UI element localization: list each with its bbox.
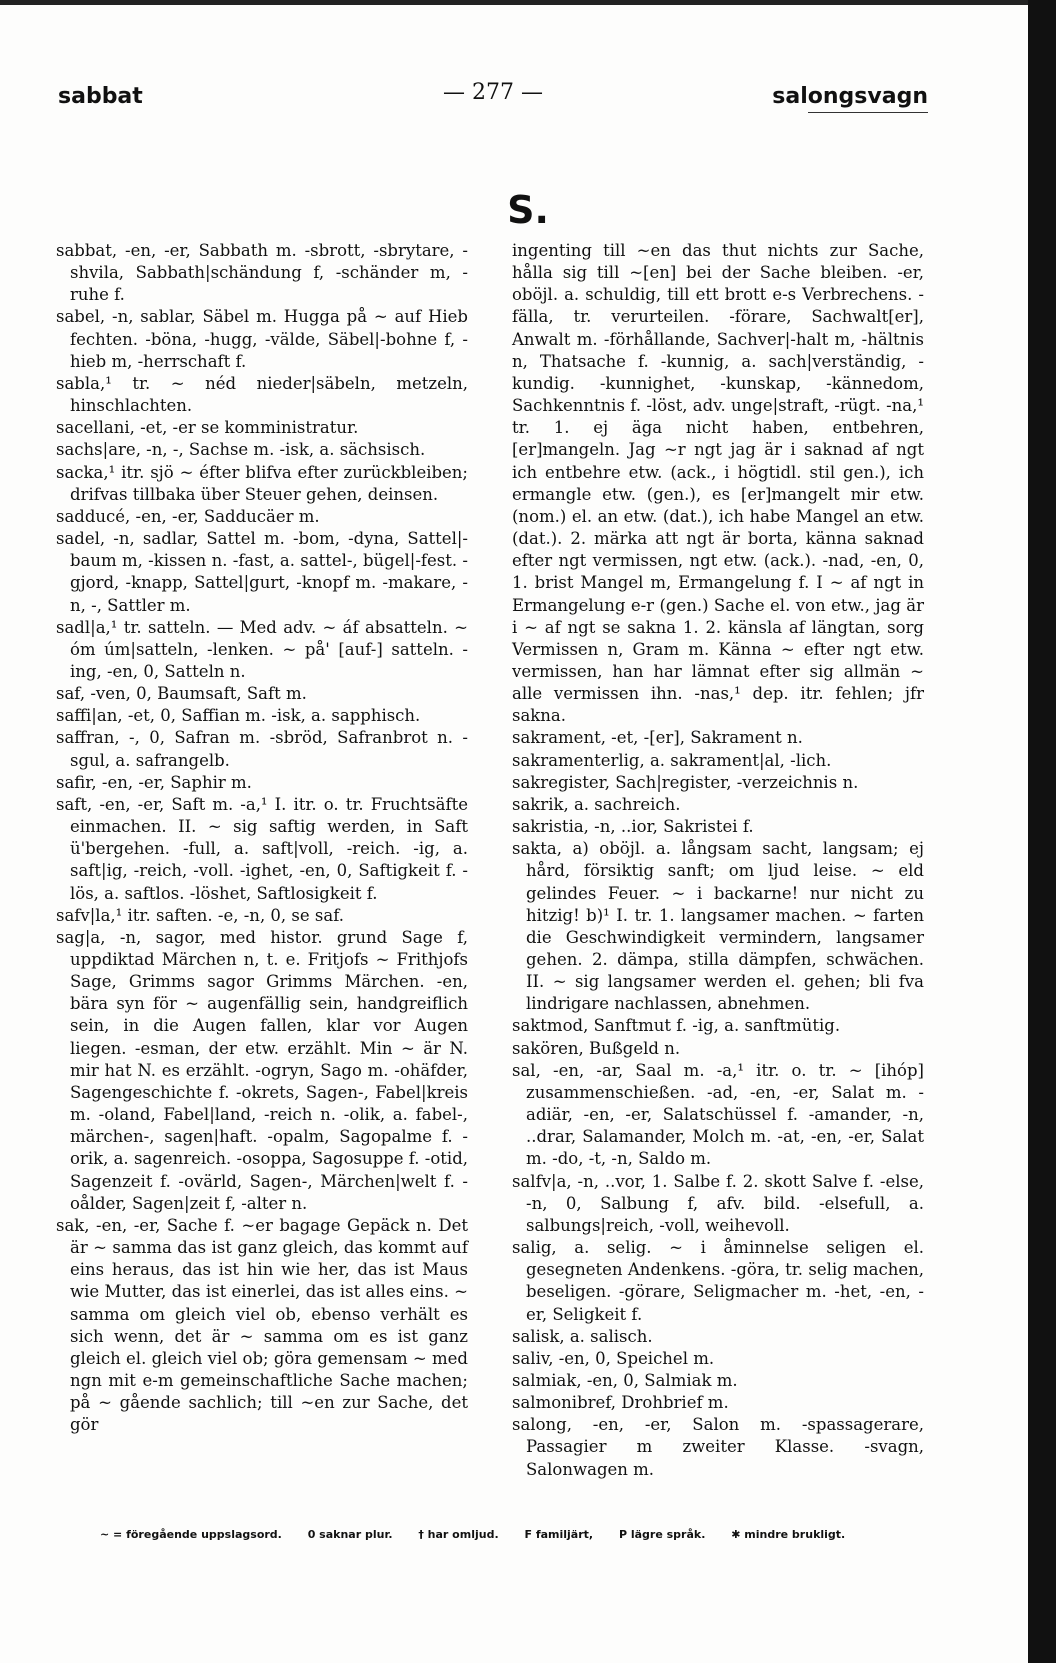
entry: saft, -en, -er, Saft m. -a,¹ I. itr. o. tr. Fruchtsäfte einmachen. II. ~ sig saftig werden, in Saft ü'bergehen. -full, a. saft|voll, -reich. -ig, a. saft|ig, -reich, -voll. -ighet, -en, 0, Saftigkeit f. -lös, a. saftlos. -löshet, Saftlosigkeit f. bbox=[56, 794, 468, 903]
entry: sag|a, -n, sagor, med histor. grund Sage f, uppdiktad Märchen n, t. e. Fritjofs ~ Frithjofs Sage, Grimms sagor Grimms Märchen. -en, bära syn för ~ augenfällig sein, handgreiflich sein, in die Augen fallen, klar vor Augen liegen. -esman, der etw. erzählt. Min ~ är N. mir hat N. es erzählt. -ogryn, Sago m. -ohäfder, Sagengeschichte f. -okrets, Sagen-, Fabel|kreis m. -oland, Fabel|land, -reich n. -olik, a. fabel-, märchen-, sagen|haft. -opalm, Sagopalme f. -orik, a. sagenreich. -osoppa, Sagosuppe f. -otid, Sagenzeit f. -ovärld, Sagen-, Märchen|welt f. -oålder, Sagen|zeit f, -alter n. bbox=[56, 927, 468, 1213]
legend-f: F familjärt, bbox=[524, 1528, 594, 1541]
legend-zero: 0 saknar plur. bbox=[307, 1528, 393, 1541]
header-rule bbox=[808, 112, 928, 113]
legend-star: ✱ mindre brukligt. bbox=[731, 1528, 846, 1541]
entry: sakregister, Sach|register, -verzeichnis n. bbox=[512, 772, 859, 792]
scan-right-edge bbox=[1028, 0, 1056, 1663]
section-letter: S. bbox=[507, 188, 549, 232]
entry: saf, -ven, 0, Baumsaft, Saft m. bbox=[56, 684, 307, 704]
entry: salmonibref, Drohbrief m. bbox=[512, 1393, 729, 1413]
entry: sakristia, -n, ..ior, Sakristei f. bbox=[512, 817, 754, 837]
entry: sachs|are, -n, -, Sachse m. -isk, a. sächsisch. bbox=[56, 440, 426, 460]
entry: saktmod, Sanftmut f. -ig, a. sanftmütig. bbox=[512, 1016, 841, 1036]
entry: sadl|a,¹ tr. satteln. — Med adv. ~ áf absatteln. ~ óm úm|satteln, -lenken. ~ på' [auf-] satteln. -ing, -en, 0, Satteln n. bbox=[56, 617, 468, 681]
entry: sabbat, -en, -er, Sabbath m. -sbrott, -sbrytare, -shvila, Sabbath|schändung f, -schänder m, -ruhe f. bbox=[56, 241, 468, 305]
entry: sabla,¹ tr. ~ néd nieder|säbeln, metzeln, hinschlachten. bbox=[56, 373, 468, 416]
entry: sacellani, -et, -er se komministratur. bbox=[56, 418, 359, 438]
left-column bbox=[56, 240, 468, 1436]
entry: ingenting till ~en das thut nichts zur Sache, hålla sig till ~[en] bei der Sache bleiben. -er, oböjl. a. schuldig, till ett brott e-s Verbrechens. -fälla, tr. verurteilen. -förare, Sachwalt[er], Anwalt m. -förhållande, Sachver|-halt m, -hältnis n, Thatsache f. -kunnig, a. sach|verständig, -kundig. -kunnighet, -kunskap, -kännedom, Sachkenntnis f. -löst, adv. unge|straft, -rügt. -na,¹ tr. 1. ej äga nicht haben, entbehren, [er]mangeln. Jag ~r ngt jag är i saknad af ngt ich entbehre etw. (ack., i högtidl. stil gen.), ich ermangle etw. (gen.), es [er]mangelt mir etw. (nom.) el. an etw. (dat.), ich habe Mangel an etw. (dat.). 2. märka att ngt är borta, känna saknad efter ngt vermissen, ngt etw. (ack.). -nad, -en, 0, 1. brist Mangel m, Ermangelung f. I ~ af ngt in Ermangelung e-r (gen.) Sache el. von etw., jag är i ~ af ngt se sakna 1. 2. känsla af längtan, sorg Vermissen n, Gram m. Känna ~ efter ngt etw. vermissen, han har lämnat efter sig allmän ~ alle vermissen ihn. -nas,¹ dep. itr. fehlen; jfr sakna. bbox=[512, 241, 924, 726]
entry: salfv|a, -n, ..vor, 1. Salbe f. 2. skott Salve f. -else, -n, 0, Salbung f, afv. bild. -elsefull, a. salbungs|reich, -voll, weihevoll. bbox=[512, 1171, 924, 1235]
legend-tilde: ~ = föregående uppslagsord. bbox=[100, 1528, 282, 1541]
entry: saliv, -en, 0, Speichel m. bbox=[512, 1348, 715, 1368]
page-header bbox=[58, 80, 928, 116]
entry: sakrament, -et, -[er], Sakrament n. bbox=[512, 728, 803, 748]
header-last-word: salongsvagn bbox=[772, 84, 928, 109]
scan-top-edge bbox=[0, 0, 1056, 5]
entry: sakramenterlig, a. sakrament|al, -lich. bbox=[512, 750, 832, 770]
right-column bbox=[512, 240, 924, 1481]
entry: salisk, a. salisch. bbox=[512, 1326, 653, 1346]
legend-p: P lägre språk. bbox=[618, 1528, 706, 1541]
entry: safir, -en, -er, Saphir m. bbox=[56, 772, 252, 792]
entry: safv|la,¹ itr. saften. -e, -n, 0, se saf. bbox=[56, 905, 344, 925]
header-first-word: sabbat bbox=[58, 84, 143, 109]
page-number: — 277 — bbox=[443, 80, 543, 105]
entry: sal, -en, -ar, Saal m. -a,¹ itr. o. tr. ~ [ihóp] zusammenschießen. -ad, -en, -er, Salat m. -adiär, -en, -er, Salatschüssel f. -amander, -n, ..drar, Salamander, Molch m. -at, -en, -er, Salat m. -do, -t, -n, Saldo m. bbox=[512, 1060, 924, 1169]
abbreviation-legend bbox=[100, 1528, 960, 1541]
entry: sakrik, a. sachreich. bbox=[512, 794, 681, 814]
legend-dagger: † har omljud. bbox=[418, 1528, 499, 1541]
entry: sacka,¹ itr. sjö ~ éfter blifva efter zurückbleiben; drifvas tillbaka über Steuer gehen, deinsen. bbox=[56, 462, 468, 504]
entry: salig, a. selig. ~ i åminnelse seligen el. gesegneten Andenkens. -göra, tr. selig machen, beseligen. -görare, Seligmacher m. -het, -en, -er, Seligkeit f. bbox=[512, 1238, 924, 1324]
entry: salmiak, -en, 0, Salmiak m. bbox=[512, 1370, 738, 1390]
entry: saffi|an, -et, 0, Saffian m. -isk, a. sapphisch. bbox=[56, 706, 421, 726]
entry: sadducé, -en, -er, Sadducäer m. bbox=[56, 506, 320, 526]
entry: sakören, Bußgeld n. bbox=[512, 1038, 681, 1058]
entry: sakta, a) oböjl. a. långsam sacht, langsam; ej hård, försiktig sanft; om ljud leise. ~ eld gelindes Feuer. ~ i backarne! nur nicht zu hitzig! b)¹ I. tr. 1. langsamer machen. ~ farten die Geschwindigkeit vermindern, langsamer gehen. 2. dämpa, stilla dämpfen, schwächen. II. ~ sig langsamer werden el. gehen; bli fva lindrigare nachlassen, abnehmen. bbox=[512, 839, 924, 1014]
entry: salong, -en, -er, Salon m. -spassagerare, Passagier m zweiter Klasse. -svagn, Salonwagen m. bbox=[512, 1415, 924, 1479]
entry: sabel, -n, sablar, Säbel m. Hugga på ~ auf Hieb fechten. -böna, -hugg, -välde, Säbel|-bohne f, -hieb m, -herrschaft f. bbox=[56, 307, 468, 371]
entry: saffran, -, 0, Safran m. -sbröd, Safranbrot n. -sgul, a. safrangelb. bbox=[56, 728, 468, 770]
entry: sadel, -n, sadlar, Sattel m. -bom, -dyna, Sattel|-baum m, -kissen n. -fast, a. sattel-, bügel|-fest. -gjord, -knapp, Sattel|gurt, -knopf m. -makare, -n, -, Sattler m. bbox=[56, 529, 468, 615]
entry: sak, -en, -er, Sache f. ~er bagage Gepäck n. Det är ~ samma das ist ganz gleich, das kommt auf eins heraus, das ist hin wie her, das ist Maus wie Mutter, das ist einerlei, das ist alles eins. ~ samma om gleich viel ob, ebenso verhält es sich wenn, det är ~ samma om es ist ganz gleich el. gleich viel ob; göra gemensam ~ med ngn mit e-m gemeinschaftliche Sache machen; på ~ gående sachlich; till ~en zur Sache, det gör bbox=[56, 1215, 468, 1435]
